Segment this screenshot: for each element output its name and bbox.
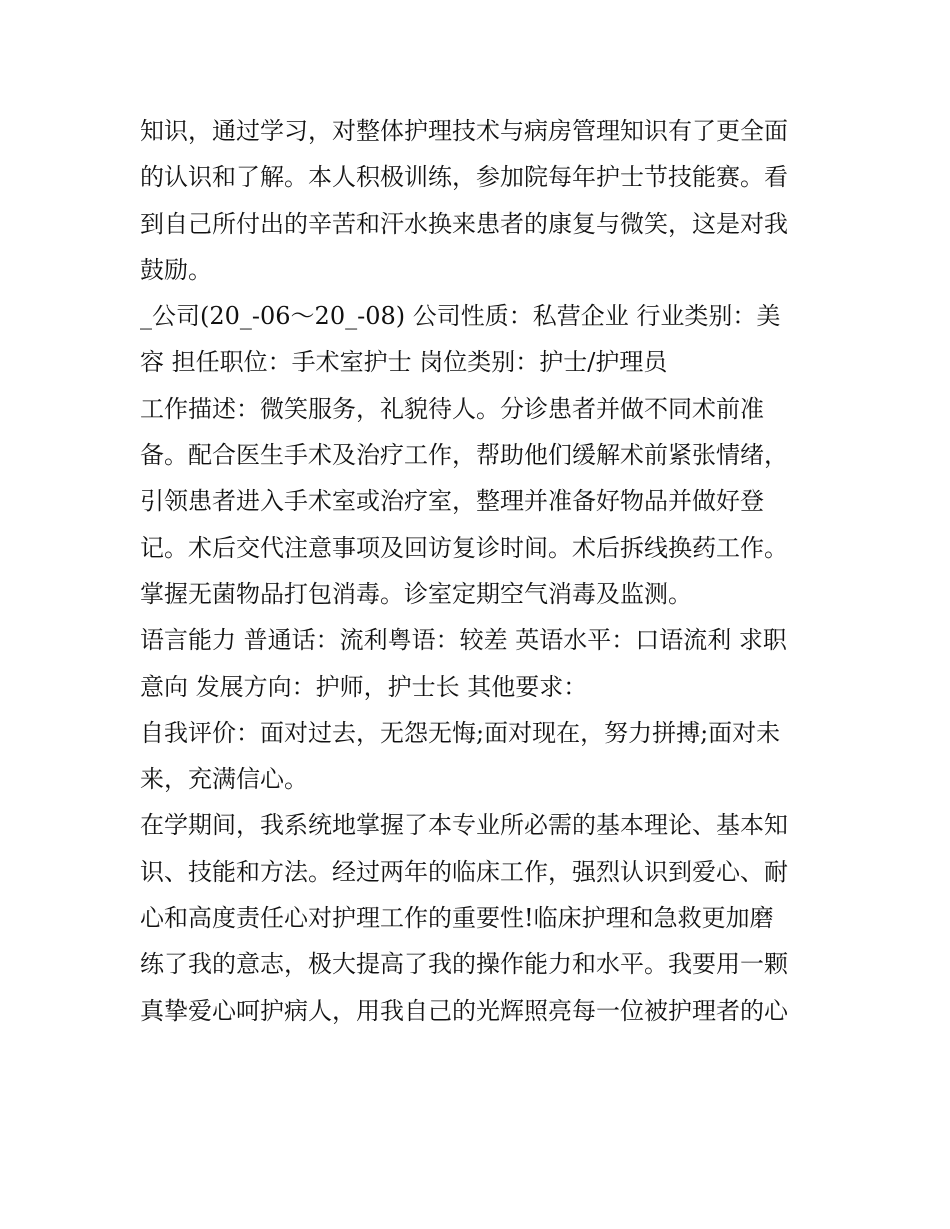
text-line: 鼓励。 [140, 255, 212, 284]
text-line: 引领患者进入手术室或治疗室，整理并准备好物品并做好登 [140, 487, 764, 516]
text-line: 意向 发展方向：护师，护士长 其他要求： [140, 672, 588, 701]
text-line: 工作描述：微笑服务，礼貌待人。分诊患者并做不同术前准 [140, 394, 764, 423]
text-line: 识、技能和方法。经过两年的临床工作，强烈认识到爱心、耐 [140, 857, 788, 886]
text-line: 知识，通过学习，对整体护理技术与病房管理知识有了更全面 [140, 117, 788, 145]
document-body [140, 108, 820, 1034]
text-line: 心和高度责任心对护理工作的重要性!临床护理和急救更加磨 [140, 904, 774, 933]
text-line: 来，充满信心。 [140, 765, 308, 794]
text-line: _公司(20_-06～20_-08) 公司性质：私营企业 行业类别：美 [140, 302, 781, 331]
text-line: 自我评价：面对过去，无怨无悔;面对现在，努力拼搏;面对未 [140, 718, 781, 747]
text-line: 备。配合医生手术及治疗工作，帮助他们缓解术前紧张情绪， [140, 441, 788, 470]
text-line: 在学期间，我系统地掌握了本专业所必需的基本理论、基本知 [140, 811, 788, 840]
text-line: 记。术后交代注意事项及回访复诊时间。术后拆线换药工作。 [140, 533, 788, 562]
text-line: 真挚爱心呵护病人，用我自己的光辉照亮每一位被护理者的心 [140, 996, 788, 1025]
text-line: 的认识和了解。本人积极训练，参加院每年护士节技能赛。看 [140, 163, 788, 192]
text-line: 语言能力 普通话：流利粤语：较差 英语水平：口语流利 求职 [140, 626, 787, 655]
text-line: 到自己所付出的辛苦和汗水换来患者的康复与微笑，这是对我 [140, 209, 788, 238]
text-line: 容 担任职位：手术室护士 岗位类别：护士/护理员 [140, 348, 668, 377]
text-line: 练了我的意志，极大提高了我的操作能力和水平。我要用一颗 [140, 950, 788, 979]
text-line: 掌握无菌物品打包消毒。诊室定期空气消毒及监测。 [140, 579, 692, 608]
